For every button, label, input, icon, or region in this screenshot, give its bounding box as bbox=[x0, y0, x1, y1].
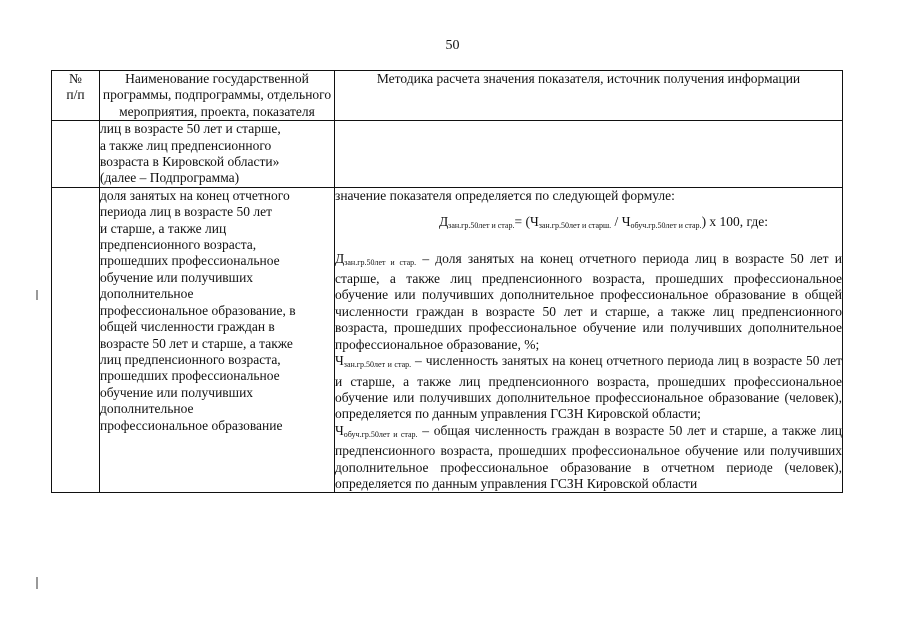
row1-method-cell bbox=[335, 121, 843, 188]
document-table bbox=[51, 70, 843, 493]
row2-name-line: и старше, а также лиц bbox=[100, 220, 227, 236]
formula-d: Д bbox=[438, 214, 449, 230]
formula-eq: = ( bbox=[514, 214, 530, 230]
formula-intro: значение показателя определяется по следующей формуле: bbox=[335, 187, 675, 203]
row1-name-line: а также лиц предпенсионного bbox=[100, 137, 272, 153]
formula-d-sub: зан.гр.50лет и стар. bbox=[448, 221, 515, 231]
formula-ch: Ч bbox=[529, 214, 539, 230]
table-row bbox=[52, 121, 843, 188]
row1-name-cell bbox=[100, 121, 335, 188]
formula-ch2-sub: обуч.гр.50лет и стар. bbox=[630, 221, 702, 231]
formula-ch2: Ч bbox=[621, 214, 631, 230]
table-row bbox=[52, 187, 843, 493]
header-num-cell bbox=[52, 71, 100, 121]
header-name: Наименование государственной программы, подпрограммы, отдельного мероприятия, проекта, показателя bbox=[102, 71, 332, 119]
row2-name-line: обучение или получивших bbox=[100, 384, 254, 400]
row2-name-line: обучение или получивших bbox=[100, 269, 254, 285]
row2-name-line: прошедших профессиональное bbox=[100, 253, 280, 269]
scan-margin-mark bbox=[36, 577, 38, 589]
row1-name-line: возраста в Кировской области» bbox=[100, 154, 280, 170]
def1-sub: зан.гр.50лет и стар. bbox=[344, 257, 417, 267]
row2-method-cell bbox=[335, 187, 843, 493]
definition-d bbox=[335, 251, 842, 353]
def2-text: – численность занятых на конец отчетного периода лиц в возрасте 50 лет и старше, а также лиц предпенсионного возраста, прошедших профессиональное обучение или получивших дополнительное профессиональное образование (человек), определяется по данным управления ГСЗН Кировской области; bbox=[335, 353, 843, 422]
def3-symbol: Ч bbox=[335, 422, 344, 438]
row2-name-line: доля занятых на конец отчетного bbox=[100, 187, 290, 203]
row2-name-line: прошедших профессиональное bbox=[100, 368, 280, 384]
row2-name-line: дополнительное bbox=[100, 401, 194, 417]
def3-sub: обуч.гр.50лет и стар. bbox=[343, 429, 418, 439]
scan-margin-mark bbox=[36, 290, 38, 300]
def1-symbol: Д bbox=[335, 250, 345, 266]
formula-slash: / bbox=[611, 214, 622, 230]
formula-tail: ) х 100, где: bbox=[701, 214, 769, 230]
definition-ch-obuch bbox=[335, 423, 842, 493]
table-header-row bbox=[52, 71, 843, 121]
def2-sub: зан.гр.50лет и стар. bbox=[343, 360, 412, 370]
row2-name-line: периода лиц в возрасте 50 лет bbox=[100, 204, 272, 220]
row2-name-cell bbox=[100, 187, 335, 493]
def3-text: – общая численность граждан в возрасте 50 лет и старше, а также лиц предпенсионного возраста, прошедших профессиональное обучение или получивших дополнительное профессиональное образование в отчетном периоде (человек), определяется по данным управления ГСЗН Кировской области bbox=[335, 422, 842, 491]
formula-ch-sub: зан.гр.50лет и старш. bbox=[538, 221, 612, 231]
header-num: № п/п bbox=[66, 71, 85, 103]
row2-name-line: предпенсионного возраста, bbox=[100, 237, 257, 253]
def2-symbol: Ч bbox=[335, 353, 344, 369]
row2-name-line: возрасте 50 лет и старше, а также bbox=[100, 335, 293, 351]
row2-name-line: общей численности граждан в bbox=[100, 319, 275, 335]
row1-num-cell bbox=[52, 121, 100, 188]
definition-ch-zan bbox=[335, 353, 842, 423]
header-name-cell bbox=[100, 71, 335, 121]
row2-name-line: лиц предпенсионного возраста, bbox=[100, 351, 281, 367]
row2-name-line: профессиональное образование bbox=[100, 417, 283, 433]
row2-name-line: профессиональное образование, в bbox=[100, 302, 296, 318]
page-number: 50 bbox=[445, 38, 460, 53]
row2-name-line: дополнительное bbox=[100, 286, 194, 302]
row1-name-line: (далее – Подпрограмма) bbox=[100, 170, 240, 186]
row2-num-cell bbox=[52, 187, 100, 493]
def1-text: – доля занятых на конец отчетного периода лиц в возрасте 50 лет и старше, а также лиц предпенсионного возраста, прошедших профессиональное обучение или получивших дополнительное профессиональное образование в общей численности граждан в возрасте 50 лет и старше, а также лиц предпенсионного возраста, прошедших профессиональное обучение или получивших дополнительное профессиональное образование, %; bbox=[335, 250, 842, 352]
row1-name-line: лиц в возрасте 50 лет и старше, bbox=[100, 121, 281, 137]
header-method-cell bbox=[335, 71, 843, 121]
formula bbox=[365, 214, 842, 234]
header-method: Методика расчета значения показателя, источник получения информации bbox=[376, 71, 801, 86]
